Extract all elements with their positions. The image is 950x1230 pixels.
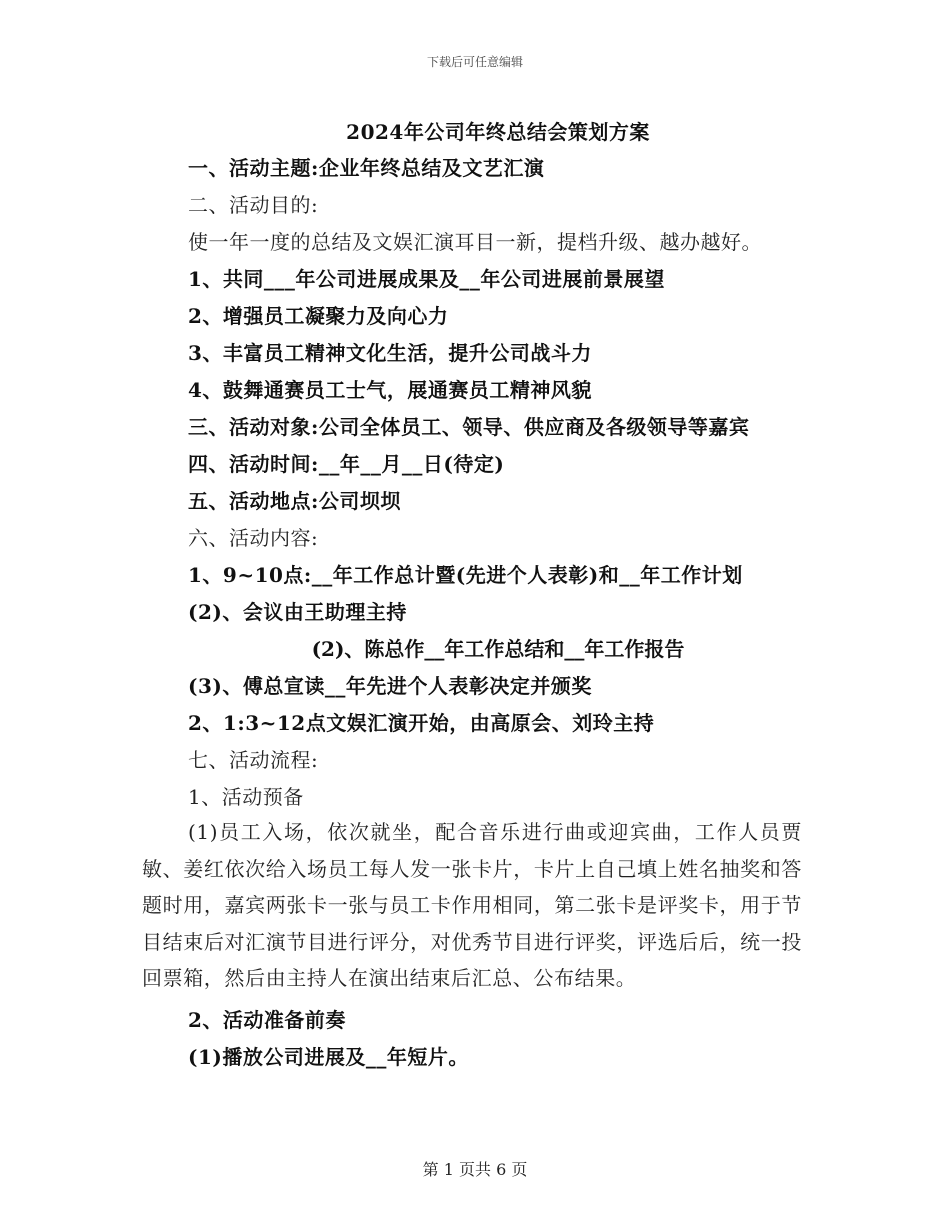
document-title: 2024年公司年终总结会策划方案 — [346, 120, 650, 144]
section-purpose-heading: 二、活动目的: — [188, 193, 319, 217]
process-step-2: 2、活动准备前奏 — [188, 1008, 346, 1032]
purpose-text: 使一年一度的总结及文娱汇演耳目一新，提档升级、越办越好。 — [188, 230, 762, 254]
content-item-1: 1、9~10点:__年工作总计暨(先进个人表彰)和__年工作计划 — [188, 563, 743, 587]
content-subitem-host: (2)、会议由王助理主持 — [188, 600, 407, 624]
content-subitem-award: (3)、傅总宣读__年先进个人表彰决定并颁奖 — [188, 674, 592, 698]
section-theme: 一、活动主题:企业年终总结及文艺汇演 — [188, 156, 545, 180]
process-step-1-paragraph: (1)员工入场，依次就坐，配合音乐进行曲或迎宾曲，工作人员贾敏、姜红依次给入场员工每人发一张卡片，卡片上自己填上姓名抽奖和答题时用，嘉宾两张卡一张与员工卡作用相同，第二张卡是评奖卡，用于节目结束后对汇演节目进行评分，对优秀节目进行评奖，评选后后，统一投回票箱，然后由主持人在演出结束后汇总、公布结果。 — [142, 820, 802, 990]
page-footer: 第 1 页共 6 页 — [422, 1160, 528, 1179]
content-subitem-report: (2)、陈总作__年工作总结和__年工作报告 — [311, 637, 685, 661]
purpose-item-4: 4、鼓舞通赛员工士气，展通赛员工精神风貌 — [188, 378, 592, 402]
section-process-heading: 七、活动流程: — [188, 748, 319, 772]
process-step-1: 1、活动预备 — [188, 785, 304, 809]
section-content-heading: 六、活动内容: — [188, 526, 319, 550]
section-audience: 三、活动对象:公司全体员工、领导、供应商及各级领导等嘉宾 — [188, 415, 750, 439]
purpose-item-3: 3、丰富员工精神文化生活，提升公司战斗力 — [188, 341, 592, 365]
page-header: 下载后可任意编辑 — [426, 55, 523, 69]
purpose-item-2: 2、增强员工凝聚力及向心力 — [188, 304, 449, 328]
content-item-2: 2、1:3~12点文娱汇演开始，由高原会、刘玲主持 — [188, 711, 655, 735]
process-step-2-item-1: (1)播放公司进展及__年短片。 — [188, 1045, 469, 1069]
purpose-item-1: 1、共同___年公司进展成果及__年公司进展前景展望 — [188, 267, 665, 291]
section-location: 五、活动地点:公司坝坝 — [188, 489, 401, 513]
section-time: 四、活动时间:__年__月__日(待定) — [188, 452, 505, 476]
